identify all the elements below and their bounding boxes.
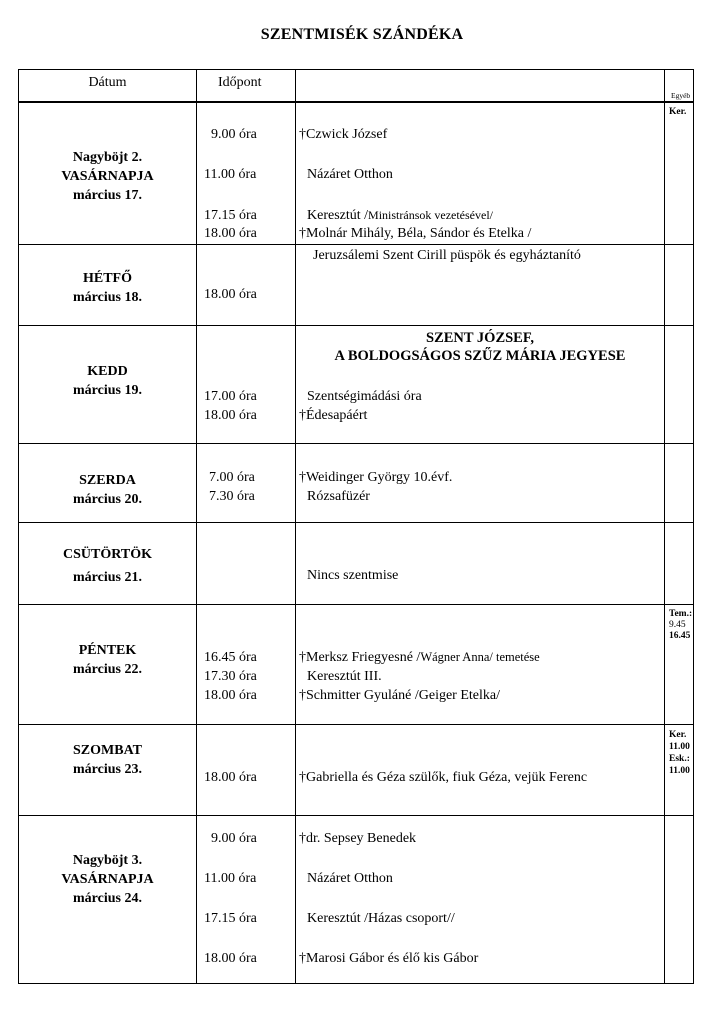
mass-intention: Nincs szentmise xyxy=(307,568,399,583)
side-note: Ker. 11.00 Esk.: 11.00 xyxy=(669,730,690,776)
mass-time: 17.30 óra xyxy=(204,669,257,684)
mass-time: 18.00 óra xyxy=(204,688,257,703)
day-label: SZOMBAT március 23. xyxy=(73,743,142,777)
header-date: Dátum xyxy=(88,75,127,90)
mass-time: 17.00 óra xyxy=(204,389,257,404)
row-divider xyxy=(18,325,694,326)
mass-time: 7.30 óra xyxy=(209,489,255,504)
mass-time: 18.00 óra xyxy=(204,408,257,423)
feast-title: Jeruzsálemi Szent Cirill püspök és egyháztanító xyxy=(313,248,581,263)
mass-intention: Rózsafüzér xyxy=(307,489,370,504)
row-divider xyxy=(18,443,694,444)
mass-intention: †Merksz Friegyesné /Wágner Anna/ temetése xyxy=(299,650,540,665)
mass-time: 18.00 óra xyxy=(204,951,257,966)
day-label: Nagyböjt 3. VASÁRNAPJA március 24. xyxy=(61,853,154,906)
mass-intention: †Molnár Mihály, Béla, Sándor és Etelka / xyxy=(299,226,532,241)
mass-time: 11.00 óra xyxy=(204,167,257,182)
header-other: Egyéb xyxy=(671,91,691,100)
row-divider xyxy=(18,815,694,816)
mass-time: 16.45 óra xyxy=(204,650,257,665)
day-label: HÉTFŐ március 18. xyxy=(73,271,142,305)
mass-time: 18.00 óra xyxy=(204,226,257,241)
mass-time: 9.00 óra xyxy=(211,127,257,142)
side-note: Ker. xyxy=(669,107,687,117)
header-time: Időpont xyxy=(218,75,262,90)
day-label: Nagyböjt 2. VASÁRNAPJA március 17. xyxy=(61,150,154,203)
row-divider xyxy=(18,101,694,103)
row-divider xyxy=(18,522,694,523)
day-label: CSÜTÖRTÖK március 21. xyxy=(63,547,152,585)
page-title: SZENTMISÉK SZÁNDÉKA xyxy=(260,26,464,43)
mass-intention: Szentségimádási óra xyxy=(307,389,422,404)
row-divider xyxy=(18,604,694,605)
mass-time: 7.00 óra xyxy=(209,470,255,485)
mass-intention: Názáret Otthon xyxy=(307,167,393,182)
column-divider xyxy=(196,69,197,984)
mass-intention: †Schmitter Gyuláné /Geiger Etelka/ xyxy=(299,688,500,703)
mass-intention: †Édesapáért xyxy=(299,408,368,423)
mass-intention: †Gabriella és Géza szülők, fiuk Géza, vejük Ferenc xyxy=(299,770,588,785)
mass-intention: Keresztút /Ministránsok vezetésével/ xyxy=(307,208,493,223)
mass-intention: Názáret Otthon xyxy=(307,871,393,886)
column-divider xyxy=(664,69,665,984)
day-label: KEDD március 19. xyxy=(73,364,142,398)
mass-time: 18.00 óra xyxy=(204,770,257,785)
mass-intention: †Weidinger György 10.évf. xyxy=(299,470,453,485)
row-divider xyxy=(18,244,694,245)
mass-intention: †Czwick József xyxy=(299,127,388,142)
mass-time: 11.00 óra xyxy=(204,871,257,886)
side-note: Tem.: 9.45 16.45 xyxy=(669,609,693,641)
day-label: PÉNTEK március 22. xyxy=(73,643,142,677)
day-label: SZERDA március 20. xyxy=(73,473,142,507)
feast-title: A BOLDOGSÁGOS SZŰZ MÁRIA JEGYESE xyxy=(334,348,626,364)
row-divider xyxy=(18,724,694,725)
feast-title: SZENT JÓZSEF, xyxy=(426,330,534,346)
mass-intention: †Marosi Gábor és élő kis Gábor xyxy=(299,951,479,966)
mass-intention: Keresztút /Házas csoport// xyxy=(307,911,455,926)
mass-time: 9.00 óra xyxy=(211,831,257,846)
mass-time: 17.15 óra xyxy=(204,208,257,223)
mass-time: 18.00 óra xyxy=(204,287,257,302)
mass-intention: †dr. Sepsey Benedek xyxy=(299,831,417,846)
column-divider xyxy=(295,69,296,984)
mass-time: 17.15 óra xyxy=(204,911,257,926)
mass-intention: Keresztút III. xyxy=(307,669,382,684)
